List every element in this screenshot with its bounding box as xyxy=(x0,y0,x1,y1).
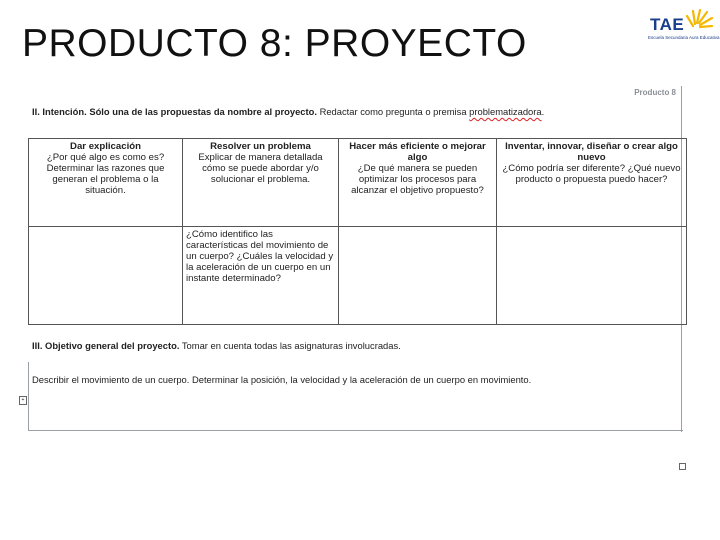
resize-handle[interactable] xyxy=(679,463,686,470)
objective-heading xyxy=(32,340,401,351)
column-description: ¿Por qué algo es como es? Determinar las razones que generan el problema o la situación. xyxy=(46,152,165,196)
column-header[interactable] xyxy=(339,139,497,227)
column-header[interactable] xyxy=(29,139,183,227)
table-cell[interactable] xyxy=(29,227,183,325)
column-header[interactable] xyxy=(183,139,339,227)
intention-heading xyxy=(32,106,544,117)
objective-text: Describir el movimiento de un cuerpo. Determinar la posición, la velocidad y la aceleración de un cuerpo en movimiento. xyxy=(32,374,532,385)
column-description: ¿Cómo podría ser diferente? ¿Qué nuevo producto o propuesta puedo hacer? xyxy=(502,163,681,185)
spellcheck-word[interactable]: problematizadora xyxy=(469,106,542,117)
intention-end: . xyxy=(541,106,545,117)
column-title: Hacer más eficiente o mejorar algo xyxy=(349,141,486,163)
school-logo xyxy=(644,5,720,49)
intention-number: II. Intención. xyxy=(32,106,87,117)
objective-number: III. Objetivo general del proyecto. xyxy=(32,340,180,351)
table-cell-example[interactable]: ¿Cómo identifico las características del movimiento de un cuerpo? ¿Cuáles la velocidad y la aceleración de un cuerpo en un instante determinado? xyxy=(183,227,339,325)
intention-table xyxy=(28,138,687,325)
intention-rest: Redactar como pregunta o premisa xyxy=(319,106,467,117)
intention-bold-text: Sólo una de las propuestas da nombre al proyecto. xyxy=(89,106,317,117)
table-cell[interactable] xyxy=(339,227,497,325)
logo-text: TAE xyxy=(650,15,685,34)
objective-text-box[interactable] xyxy=(21,362,683,431)
column-header[interactable] xyxy=(497,139,687,227)
column-description: ¿De qué manera se pueden optimizar los procesos para alcanzar el objetivo propuesto? xyxy=(351,163,484,196)
sun-logo-icon xyxy=(684,7,714,37)
table-anchor-icon[interactable]: + xyxy=(19,396,27,405)
product-label: Producto 8 xyxy=(634,88,676,97)
slide-title: PRODUCTO 8: PROYECTO xyxy=(22,22,527,65)
table-row xyxy=(29,227,687,325)
column-title: Dar explicación xyxy=(70,141,141,152)
objective-section xyxy=(21,326,682,432)
table-cell[interactable] xyxy=(497,227,687,325)
logo-subtitle: Escuela Secundaria Aura Educativa xyxy=(648,35,720,40)
document-page xyxy=(21,86,682,432)
column-title: Inventar, innovar, diseñar o crear algo nuevo xyxy=(505,141,678,163)
column-title: Resolver un problema xyxy=(210,141,311,152)
column-description: Explicar de manera detallada cómo se puede abordar y/o solucionar el problema. xyxy=(198,152,323,185)
table-header-row xyxy=(29,139,687,227)
objective-instruction: Tomar en cuenta todas las asignaturas involucradas. xyxy=(181,340,401,351)
